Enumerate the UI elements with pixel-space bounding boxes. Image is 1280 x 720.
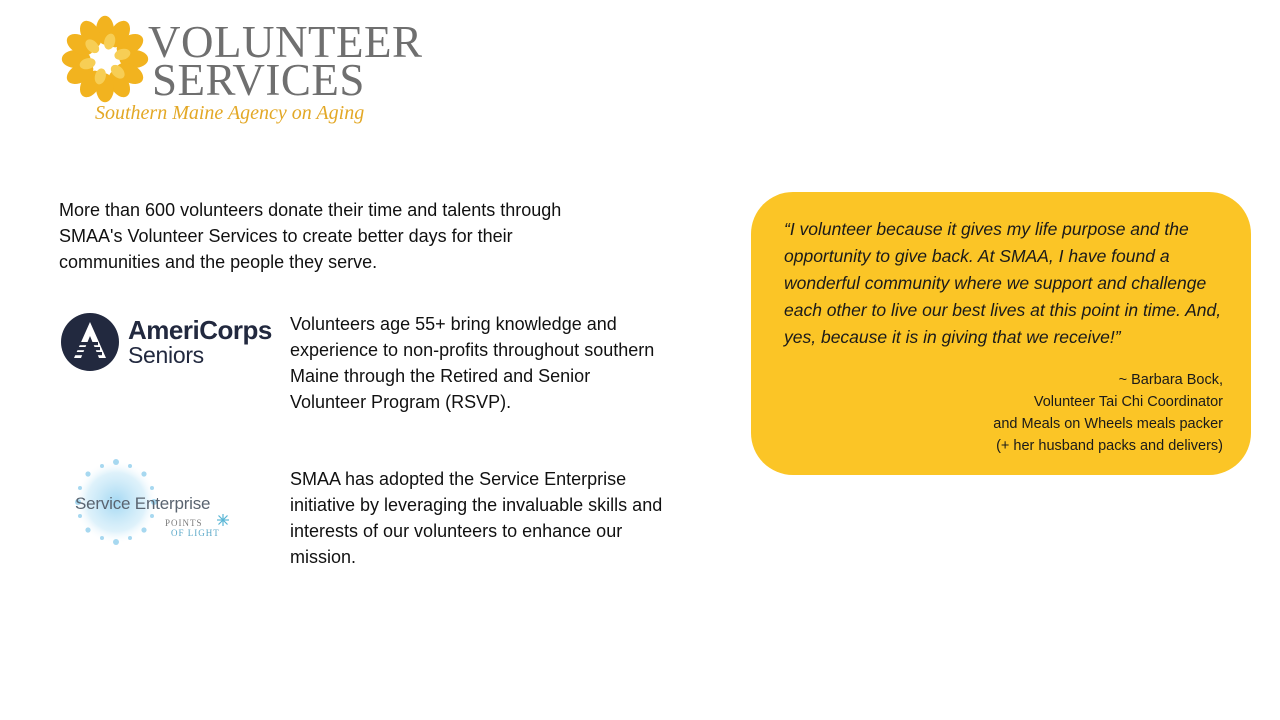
service-enterprise-logo-name: Service Enterprise <box>75 494 211 513</box>
logo-title-line2: SERVICES <box>152 55 365 105</box>
testimonial-card <box>751 192 1251 475</box>
volunteer-services-logo <box>60 14 423 126</box>
americorps-logo-seniors: Seniors <box>128 342 204 368</box>
points-of-light-mark <box>165 518 235 538</box>
americorps-logo-name: AmeriCorps <box>128 315 272 345</box>
americorps-seniors-logo <box>60 312 275 374</box>
attribution-line: ~ Barbara Bock, <box>1118 372 1223 388</box>
logo-subtitle: Southern Maine Agency on Aging <box>95 102 365 124</box>
flower-icon <box>60 14 150 104</box>
logo-title-line1: VOLUNTEER <box>148 17 423 67</box>
intro-paragraph: More than 600 volunteers donate their time and talents through SMAA's Volunteer Services to create better days for their communities and the people they serve. <box>59 200 562 272</box>
attribution-line: (+ her husband packs and delivers) <box>996 438 1223 454</box>
points-of-light-line2: OF LIGHT <box>171 528 220 538</box>
service-enterprise-logo <box>66 458 246 558</box>
attribution-line: Volunteer Tai Chi Coordinator <box>1033 394 1223 410</box>
testimonial-attribution <box>993 369 1223 457</box>
attribution-line: and Meals on Wheels meals packer <box>993 416 1223 432</box>
americorps-description: Volunteers age 55+ bring knowledge and experience to non-profits throughout southern Maine through the Retired and Senior Volunteer Program (RSVP). <box>290 314 655 412</box>
americorps-icon <box>60 312 120 372</box>
points-of-light-line1: POINTS <box>165 518 203 528</box>
service-enterprise-description: SMAA has adopted the Service Enterprise initiative by leveraging the invaluable skills and interests of our volunteers to enhance our mission. <box>290 469 663 567</box>
testimonial-quote: “I volunteer because it gives my life purpose and the opportunity to give back. At SMAA, I have found a wonderful community where we support and challenge each other to live our best lives at this point in time. And, yes, because it is in giving that we receive!” <box>784 219 1222 347</box>
